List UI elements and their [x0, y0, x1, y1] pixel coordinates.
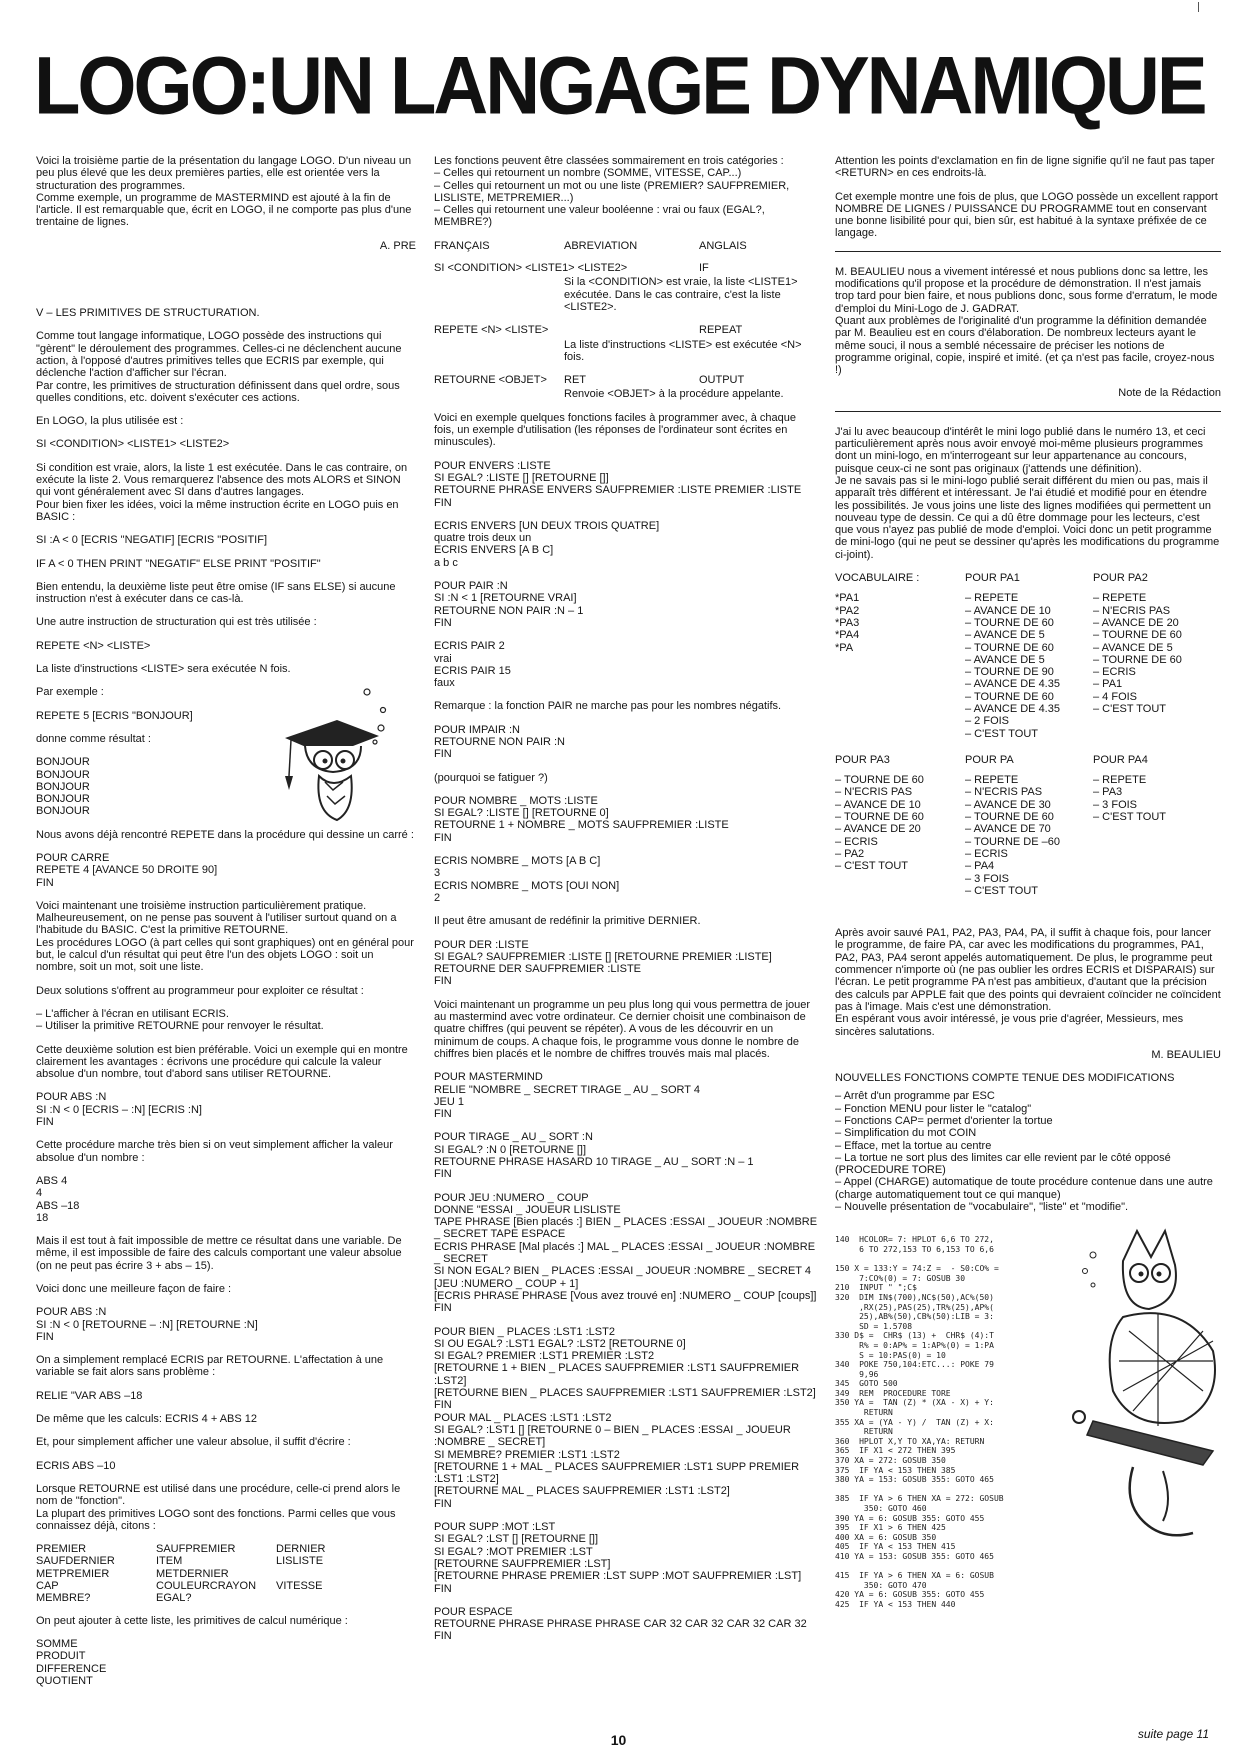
headline: LOGO:UN LANGAGE DYNAMIQUE	[34, 40, 1205, 132]
paragraph: – L'afficher à l'écran en utilisant ECRIS. – Utiliser la primitive RETOURNE pour renvoyer le résultat.	[36, 1007, 324, 1033]
code-block: POUR ABS :N SI :N < 0 [RETOURNE – :N] [RETOURNE :N] FIN	[36, 1306, 258, 1343]
pa-table-body	[835, 774, 1221, 897]
pa1-steps: – REPETE – AVANCE DE 10 – TOURNE DE 60 – AVANCE DE 5 – TOURNE DE 60 – AVANCE DE 5 – TOURNE DE 90 – AVANCE DE 4.35 – TOURNE DE 60 – AVANCE DE 4.35 – 2 FOIS – C'EST TOUT	[965, 592, 1060, 740]
code-block: ECRIS ENVERS [UN DEUX TROIS QUATRE] quatre trois deux un ECRIS ENVERS [A B C] a b c	[434, 519, 660, 569]
code-line: ECRIS ABS –10	[36, 1459, 116, 1472]
paragraph: Il peut être amusant de redéfinir la primitive DERNIER.	[434, 915, 701, 928]
code-block: POUR MASTERMIND RELIE "NOMBRE _ SECRET TIRAGE _ AU _ SORT 4 JEU 1 FIN	[434, 1071, 700, 1121]
code-block: POUR PAIR :N SI :N < 1 [RETOURNE VRAI] RETOURNE NON PAIR :N – 1 FIN	[434, 580, 584, 629]
paragraph: Les fonctions peuvent être classées sommairement en trois catégories : – Celles qui retournent un nombre (SOMME, VITESSE, CAP...) – Celles qui retournent un mot ou une liste (PREMIER? SAUFPREMIER, LISLISTE, METPREMIER...) – Celles qui retournent une valeur booléenne : vrai ou faux (EGAL?, MEMBRE?)	[434, 155, 790, 229]
paragraph: Bien entendu, la deuxième liste peut être omise (IF sans ELSE) si aucune instruction n'est à exécuter dans ce cas-là.	[36, 580, 399, 606]
code-block: ECRIS PAIR 2 vrai ECRIS PAIR 15 faux	[434, 640, 511, 690]
code-block: POUR CARRE REPETE 4 [AVANCE 50 DROITE 90] FIN	[36, 851, 218, 889]
code-line: SI <CONDITION> <LISTE1> <LISTE2>	[36, 438, 230, 451]
page-number: 10	[610, 1732, 627, 1748]
paragraph: Voici donc une meilleure façon de faire :	[36, 1283, 232, 1295]
intro-paragraph: Voici la troisième partie de la présentation du langage LOGO. D'un niveau un peu plus élevé que les deux premières parties, elle est orientée vers la structuration des programmes. Comme exemple, un programme de MASTERMIND est ajouté à la fin de l'article. Il est remarquable que, écrit en LOGO, il ne comporte pas plus d'une trentaine de lignes.	[36, 155, 412, 229]
pa2-header: POUR PA2	[1093, 572, 1148, 585]
graduate-turtle-illustration	[275, 680, 425, 830]
code-block: BONJOUR BONJOUR BONJOUR BONJOUR BONJOUR	[36, 756, 90, 818]
paragraph: Attention les points d'exclamation en fin de ligne signifie qu'il ne faut pas taper <RETURN> en ces endroits-là.	[835, 155, 1218, 180]
new-functions-list: – Arrêt d'un programme par ESC – Fonction MENU pour lister le "catalog" – Fonctions CAP= permet d'orienter la tortue – Simplification du mot COIN – Efface, met la tortue au centre – La tortue ne sort plus des limites car elle revient par le côté opposé (PROCEDURE TORE) – Appel (CHARGE) automatique de toute procédure contenue dans une autre (charge automatiquement tout ce qui manque) – Nouvelle présentation de "vocabulaire", "liste" et "modifie".	[835, 1090, 1213, 1214]
column-1	[36, 155, 416, 1698]
paragraph: Cette procédure marche très bien si on veut simplement afficher la valeur absolue d'un nombre :	[36, 1139, 396, 1164]
primitives-list	[36, 1543, 416, 1604]
code-block: POUR DER :LISTE SI EGAL? SAUFPREMIER :LISTE [] [RETOURNE PREMIER :LISTE] RETOURNE DER SAUFPREMIER :LISTE FIN	[434, 938, 772, 988]
signature-beaulieu: M. BEAULIEU	[1151, 1048, 1221, 1061]
repete-description: La liste d'instructions <LISTE> est exécutée <N> fois.	[564, 338, 805, 363]
code-block: ABS 4 4 ABS –18 18	[36, 1174, 80, 1224]
paragraph: La liste d'instructions <LISTE> sera exécutée N fois.	[36, 663, 291, 676]
divider	[835, 411, 1221, 412]
new-functions-title: NOUVELLES FONCTIONS COMPTE TENUE DES MODIFICATIONS	[835, 1072, 1175, 1085]
paragraph: Si condition est vraie, alors, la liste 1 est exécutée. Dans le cas contraire, on exécute la liste 2. Vous remarquerez l'absence des mots ALORS et SINON qui vont généralement avec SI dans d'autres langages. Pour bien fixer les idées, voici la même instruction écrite en LOGO puis en BASIC :	[36, 461, 408, 523]
code-line: RELIE "VAR ABS –18	[36, 1389, 143, 1402]
pa4-steps: – REPETE – PA3 – 3 FOIS – C'EST TOUT	[1093, 774, 1167, 824]
code-block: POUR ESPACE RETOURNE PHRASE PHRASE PHRASE CAR 32 CAR 32 CAR 32 CAR 32 FIN	[434, 1605, 807, 1643]
retourne-abbr: RET	[564, 374, 586, 387]
paragraph: Lorsque RETOURNE est utilisé dans une procédure, celle-ci prend alors le nom de "fonction". La plupart des primitives LOGO sont des fonctions. Parmi celles que vous connaissez déjà, citons :	[36, 1482, 401, 1532]
corner-mark	[1198, 2, 1207, 12]
code-block: POUR SUPP :MOT :LST SI EGAL? :LST [] [RETOURNE []] SI EGAL? :MOT PREMIER :LST [RETOURNE SAUFPREMIER :LST] [RETOURNE PHRASE PREMIER :LST SUPP :MOT SAUFPREMIER :LST] FIN	[434, 1521, 802, 1595]
paragraph: Deux solutions s'offrent au programmeur pour exploiter ce résultat :	[36, 984, 364, 997]
primitives-col-c: DERNIER LISLISTE VITESSE	[276, 1543, 326, 1593]
paragraph: Par exemple :	[36, 686, 104, 699]
code-block: POUR IMPAIR :N RETOURNE NON PAIR :N FIN	[434, 723, 565, 761]
signature-redaction: Note de la Rédaction	[1118, 387, 1221, 400]
paragraph: Et, pour simplement afficher une valeur absolue, il suffit d'écrire :	[36, 1436, 351, 1449]
paragraph: Voici maintenant une troisième instruction particulièrement pratique. Malheureusement, on ne pense pas souvent à l'utiliser surtout quand on a l'habitude du BASIC. C'est la primitive RETOURNE. Les procédures LOGO (à part celles qui sont graphiques) ont en général pour but, le calcul d'un résultat qui peut être l'un des objets LOGO : soit un nombre, soit un mot, soit une liste.	[36, 899, 414, 974]
pa2-steps: – REPETE – N'ECRIS PAS – AVANCE DE 20 – TOURNE DE 60 – AVANCE DE 5 – TOURNE DE 60 – ECRIS – PA1 – 4 FOIS – C'EST TOUT	[1093, 592, 1182, 715]
basic-listing-wrap	[835, 1235, 1221, 1609]
code-block: POUR TIRAGE _ AU _ SORT :N SI EGAL? :N 0 [RETOURNE []] RETOURNE PHRASE HASARD 10 TIRAGE _ AU _ SORT :N – 1 FIN	[434, 1131, 754, 1181]
code-block: POUR JEU :NUMERO _ COUP DONNE "ESSAI _ JOUEUR LISLISTE TAPE PHRASE [Bien placés :] BIEN _ PLACES :ESSAI _ JOUEUR :NOMBRE _ SECRET TAPE ESPACE ECRIS PHRASE [Mal placés :] MAL _ PLACES :ESSAI _ JOUEUR :NOMBRE _ SECRET SI NON EGAL? BIEN _ PLACES :ESSAI _ JOUEUR :NOMBRE _ SECRET 4 [JEU :NUMERO _ COUP + 1] [ECRIS PHRASE PHRASE [Vous avez trouvé en] :NUMERO _ COUP [coups]] FIN	[434, 1191, 818, 1315]
paragraph: Cet exemple montre une fois de plus, que LOGO possède un excellent rapport NOMBRE DE LIGNES / PUISSANCE DU PROGRAMME tout en conservant une bonne lisibilité pour qui, bien sûr, est habitué à la syntaxe préfixée de ce langage.	[835, 190, 1221, 240]
pa-table-header	[835, 754, 1221, 766]
paragraph: On a simplement remplacé ECRIS par RETOURNE. L'affectation à une variable se fait alors sans problème :	[36, 1354, 387, 1379]
column-3	[835, 155, 1221, 1610]
si-french: SI <CONDITION> <LISTE1> <LISTE2>	[434, 262, 628, 275]
code-line: REPETE 5 [ECRIS "BONJOUR]	[36, 709, 193, 722]
retourne-french: RETOURNE <OBJET>	[434, 374, 547, 387]
code-line: SI :A < 0 [ECRIS "NEGATIF] [ECRIS "POSITIF]	[36, 534, 268, 547]
header-francais: FRANÇAIS	[434, 239, 490, 252]
pa1-header: POUR PA1	[965, 572, 1020, 585]
code-block: ECRIS NOMBRE _ MOTS [A B C] 3 ECRIS NOMBRE _ MOTS [OUI NON] 2	[434, 855, 620, 904]
pa-steps: – REPETE – N'ECRIS PAS – AVANCE DE 30 – TOURNE DE 60 – AVANCE DE 70 – TOURNE DE –60 – ECRIS – PA4 – 3 FOIS – C'EST TOUT	[965, 774, 1060, 897]
vocab-header: VOCABULAIRE :	[835, 572, 920, 585]
code-block: POUR BIEN _ PLACES :LST1 :LST2 SI OU EGAL? :LST1 EGAL? :LST2 [RETOURNE 0] SI EGAL? PREMIER :LST1 PREMIER :LST2 [RETOURNE 1 + BIEN _ PLACES SAUFPREMIER :LST1 SAUFPREMIER :LST2] [RETOURNE BIEN _ PLACES SAUFPREMIER :LST1 SAUFPREMIER :LST2] FIN POUR MAL _ PLACES :LST1 :LST2 SI EGAL? :LST1 [] [RETOURNE 0 – BIEN _ PLACES :ESSAI _ JOUEUR :NOMBRE _ SECRET] SI MEMBRE? PREMIER :LST1 :LST2 [RETOURNE 1 + MAL _ PLACES SAUFPREMIER :LST1 SUPP PREMIER :LST1 :LST2] [RETOURNE MAL _ PLACES SAUFPREMIER :LST1 :LST2] FIN	[434, 1325, 816, 1510]
repete-english: REPEAT	[699, 324, 743, 337]
continued-on-page: suite page 11	[1137, 1727, 1209, 1741]
primitives-col-b: SAUFPREMIER ITEM METDERNIER COULEURCRAYON EGAL?	[156, 1543, 257, 1605]
table-row-retourne	[434, 374, 818, 386]
primitives-col-a: PREMIER SAUFDERNIER METPREMIER CAP MEMBRE?	[36, 1543, 115, 1605]
code-block: POUR ABS :N SI :N < 0 [ECRIS – :N] [ECRIS :N] FIN	[36, 1091, 202, 1129]
column-2	[434, 155, 818, 1654]
author-signature: A. PRE	[379, 239, 416, 252]
divider	[835, 251, 1221, 252]
basic-listing: 140 HCOLOR= 7: HPLOT 6,6 TO 272, 6 TO 272,153 TO 6,153 TO 6,6 150 X = 133:Y = 74:Z = - S0:CO% = 7:CO%(0) = 7: GOSUB 30 210 INPUT " ";C$ 320 DIM IN$(700),NC$(50),AC%(50) ,RX(25),PAS(25),TR%(25),AP%( 25),AB%(50),CB%(50):LIB = 3: SD = 1.5708 330 D$ = CHR$ (13) + CHR$ (4):T R% = 0:AP% = 1:AP%(0) = 1:PA S = 10:PAS(0) = 10 340 POKE 750,104:ETC...: POKE 79 9,96 345 GOTO 500 349 REM PROCEDURE TORE 350 YA = TAN (Z) * (XA - X) + Y: RETURN 355 XA = (YA - Y) / TAN (Z) + X: RETURN 360 HPLOT X,Y TO XA,YA: RETURN 365 IF X1 < 272 THEN 395 370 XA = 272: GOSUB 350 375 IF YA < 153 THEN 385 380 YA = 153: GOSUB 355: GOTO 465 385 IF YA > 6 THEN XA = 272: GOSUB 350: GOTO 460 390 YA = 6: GOSUB 355: GOTO 455 395 IF X1 > 6 THEN 425 400 XA = 6: GOSUB 350 405 IF YA < 153 THEN 415 410 YA = 153: GOSUB 355: GOTO 465 415 IF YA > 6 THEN XA = 6: GOSUB 350: GOTO 470 420 YA = 6: GOSUB 355: GOTO 455 425 IF YA < 153 THEN 440	[835, 1235, 1004, 1609]
translation-table-header	[434, 240, 818, 252]
paragraph: Une autre instruction de structuration qui est très utilisée :	[36, 616, 317, 629]
paragraph: Cette deuxième solution est bien préférable. Voici un exemple qui en montre clairement les avantages : écrivons une procédure qui calcule la valeur absolue d'un nombre, tout d'abord sans utiliser RETOURNE.	[36, 1043, 411, 1081]
retourne-english: OUTPUT	[699, 374, 745, 387]
header-anglais: ANGLAIS	[699, 239, 747, 252]
pa4-header: POUR PA4	[1093, 753, 1148, 766]
code-block: SOMME PRODUIT DIFFERENCE QUOTIENT	[36, 1637, 107, 1687]
pa3-header: POUR PA3	[835, 753, 890, 766]
paragraph: donne comme résultat :	[36, 732, 151, 745]
code-line: REPETE <N> <LISTE>	[36, 639, 151, 652]
paragraph: De même que les calculs: ECRIS 4 + ABS 12	[36, 1413, 258, 1426]
pa-header: POUR PA	[965, 753, 1014, 766]
paragraph: Remarque : la fonction PAIR ne marche pas pour les nombres négatifs.	[434, 700, 782, 713]
turtle-illustration	[1063, 1221, 1233, 1551]
paragraph: (pourquoi se fatiguer ?)	[434, 771, 548, 784]
table-row-si	[434, 262, 818, 274]
paragraph: Mais il est tout à fait impossible de mettre ce résultat dans une variable. De même, il est impossible de faire des calculs comportant une valeur absolue (on ne peut pas écrire 3 + abs – 15).	[36, 1235, 405, 1272]
pa3-steps: – TOURNE DE 60 – N'ECRIS PAS – AVANCE DE 10 – TOURNE DE 60 – AVANCE DE 20 – ECRIS – PA2 – C'EST TOUT	[835, 774, 924, 873]
vocab-table-body	[835, 592, 1221, 740]
vocab-table-header	[835, 572, 1221, 584]
paragraph: Voici maintenant un programme un peu plus long qui vous permettra de jouer au mastermind avec votre ordinateur. Ce dernier choisit une combinaison de quatre chiffres (qui peuvent se répéter). A vous de les découvrir en un minimum de coups. A chaque fois, le programme vous donne le nombre de chiffres bien placés et le nombre de chiffres trouvés mais mal placés.	[434, 998, 814, 1060]
paragraph: Après avoir sauvé PA1, PA2, PA3, PA4, PA, il suffit à chaque fois, pour lancer le programme, de faire PA, car avec les modifications du programmes, PA1, PA2, PA3, PA4 seront appelés automatiquement. De plus, le programme peut commencer n'importe où (ne pas oublier les ordres ECRIS et DISPARAIS) sur l'écran. Le petit programme PA n'est pas ambitieux, d'autant que la précision des calculs par APPLE fait que des points qui devraient coïncider ne coïncident pas à l'image. Mais c'est une démonstration. En espérant vous avoir intéressé, je vous prie d'agréer, Messieurs, mes sincères salutations.	[835, 927, 1221, 1038]
paragraph: Voici en exemple quelques fonctions faciles à programmer avec, à chaque fois, un exemple d'utilisation (les réponses de l'ordinateur sont écrites en minuscules).	[434, 411, 800, 449]
paragraph: Nous avons déjà rencontré REPETE dans la procédure qui dessine un carré :	[36, 828, 414, 841]
vocab-list: *PA1 *PA2 *PA3 *PA4 *PA	[835, 592, 860, 654]
paragraph: En LOGO, la plus utilisée est :	[36, 415, 184, 428]
si-english: IF	[699, 262, 709, 275]
code-line: IF A < 0 THEN PRINT "NEGATIF" ELSE PRINT "POSITIF"	[36, 557, 321, 570]
editor-note: M. BEAULIEU nous a vivement intéressé et nous publions donc sa lettre, les modifications qu'il propose et la procédure de démonstration. Il n'est jamais trop tard pour bien faire, et nous publions donc, sous forme d'erratum, le mode d'emploi du Mini-Logo de J. GADRAT. Quant aux problèmes de l'originalité d'un programme la définition demandée par M. Beaulieu est en cours d'élaboration. De nombreux lecteurs ayant le même souci, il nous a semblé nécessaire de préciser les notions de programme original, copie, inspiré et imité. (et ça n'est pas facile, croyez-nous !)	[835, 265, 1218, 377]
reader-letter: J'ai lu avec beaucoup d'intérêt le mini logo publié dans le numéro 13, et ceci particulièrement après nous avoir envoyé moi-même plusieurs programmes dont un mini-logo, en m'interrogeant sur leur appartenance au concours, puisque ceux-ci ne sont pas originaux (j'attends une définition). Je ne savais pas si le mini-logo publié serait différent du mien ou pas, mais il apparaît très différent et intéressant. Je l'ai étudié et modifié pour en étendre les possibilités. Je vous joins une liste des lignes modifiées qui permettent un nouveau type de dessin. Ce qui a dû être dommage pour les lecteurs, c'est que vous n'ayez pas publié de mode d'emploi. Voici donc un petit programme de mini-logo (qui ne peut se dessiner qu'après les modifications du programme ci-joint).	[835, 425, 1220, 561]
table-row-repete	[434, 324, 818, 336]
code-block: POUR NOMBRE _ MOTS :LISTE SI EGAL? :LISTE [] [RETOURNE 0] RETOURNE 1 + NOMBRE _ MOTS SAUFPREMIER :LISTE FIN	[434, 794, 729, 844]
paragraph: On peut ajouter à cette liste, les primitives de calcul numérique :	[36, 1614, 348, 1627]
si-description: Si la <CONDITION> est vraie, la liste <LISTE1> exécutée. Dans le cas contraire, c'est la liste <LISTE2>.	[564, 276, 801, 313]
header-abreviation: ABREVIATION	[564, 239, 638, 252]
paragraph: Comme tout langage informatique, LOGO possède des instructions qui "gèrent" le déroulement des programmes. Celles-ci ne déclenchent aucune action, à l'opposé d'autres primitives telles que ECRIS par exemple, qui déclenche l'action d'afficher sur l'écran. Par contre, les primitives de structuration définissent dans quel ordre, sous quelles conditions, etc. doivent s'exécuter ces actions.	[36, 330, 402, 404]
retourne-description: Renvoie <OBJET> à la procédure appelante.	[564, 388, 784, 401]
repete-french: REPETE <N> <LISTE>	[434, 324, 549, 337]
code-block: POUR ENVERS :LISTE SI EGAL? :LISTE [] [RETOURNE []] RETOURNE PHRASE ENVERS SAUFPREMIER :LISTE PREMIER :LISTE FIN	[434, 459, 802, 509]
section-title: V – LES PRIMITIVES DE STRUCTURATION.	[36, 307, 260, 320]
